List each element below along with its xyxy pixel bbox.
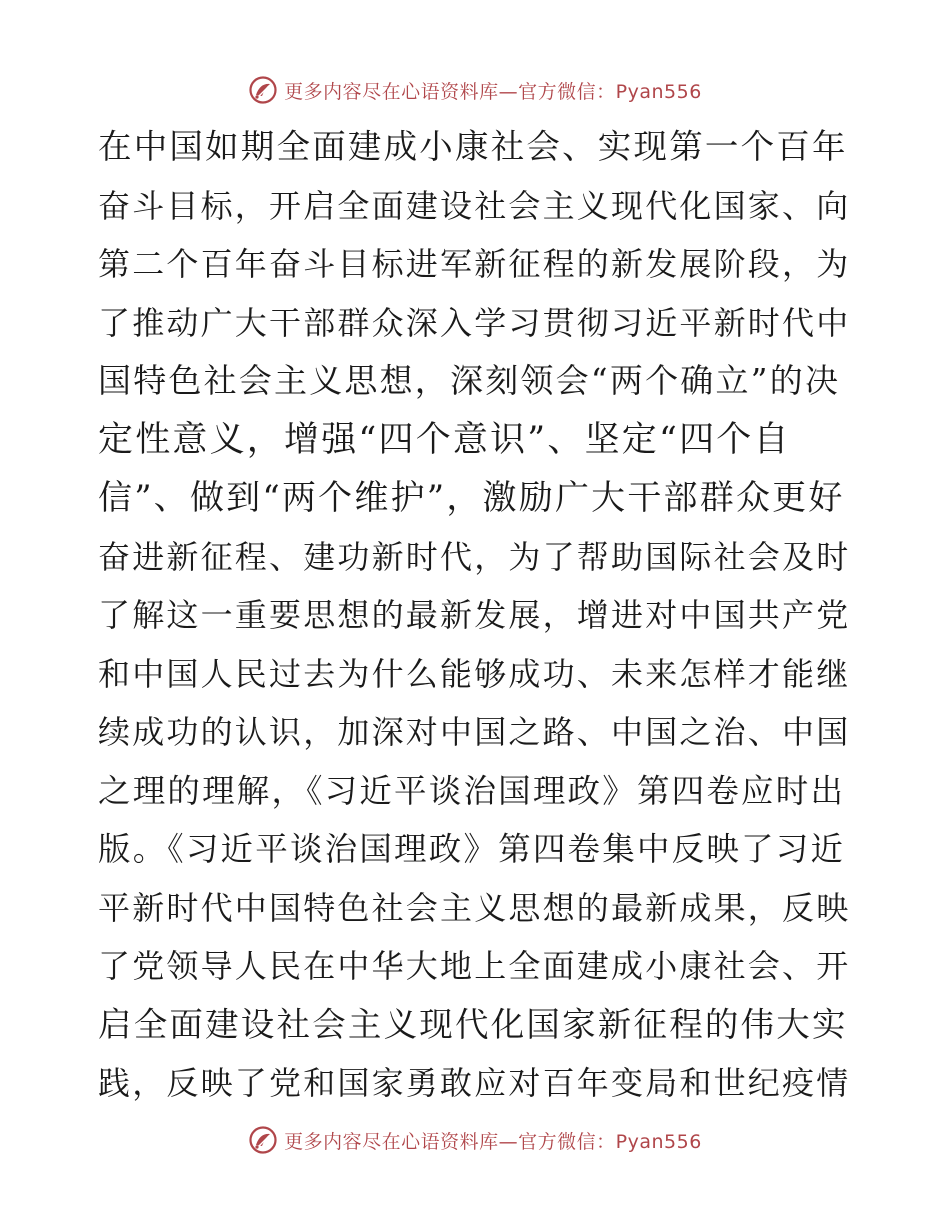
body-line-4: 了推动广大干部群众深入学习贯彻习近平新时代中 (98, 303, 851, 342)
body-line-15: 了党领导人民在中华大地上全面建成小康社会、开 (98, 947, 851, 985)
body-line-14: 平新时代中国特色社会主义思想的最新成果，反映 (98, 888, 851, 927)
body-line-9: 了解这一重要思想的最新发展，增进对中国共产党 (98, 596, 851, 634)
body-line-3: 第二个百年奋斗目标进军新征程的新发展阶段，为 (98, 245, 851, 283)
header-watermark-banner (0, 70, 950, 110)
body-line-8: 奋进新征程、建功新时代，为了帮助国际社会及时 (98, 537, 851, 576)
body-line-6: 定性意义，增强“四个意识”、坚定“四个自 (98, 419, 791, 460)
body-line-5: 国特色社会主义思想，深刻领会“两个确立”的决 (98, 361, 841, 400)
body-line-12: 之理的理解，《习近平谈治国理政》第四卷应时出 (98, 771, 846, 810)
body-line-7: 信”、做到“两个维护”，激励广大干部群众更好 (98, 478, 845, 518)
body-line-1: 在中国如期全面建成小康社会、实现第一个百年 (98, 127, 848, 166)
body-line-10: 和中国人民过去为什么能够成功、未来怎样才能继 (98, 654, 851, 693)
xinyu-logo-icon (248, 75, 278, 105)
body-line-13: 版。《习近平谈治国理政》第四卷集中反映了习近 (98, 830, 846, 868)
header-banner-text: 更多内容尽在心语资料库—官方微信：Pyan556 (284, 80, 702, 103)
xinyu-logo-icon (248, 1125, 278, 1155)
body-line-11: 续成功的认识，加深对中国之路、中国之治、中国 (98, 713, 851, 751)
document-body (98, 118, 850, 1113)
body-line-16: 启全面建设社会主义现代化国家新征程的伟大实 (98, 1004, 848, 1044)
footer-banner-text: 更多内容尽在心语资料库—官方微信：Pyan556 (284, 1130, 702, 1153)
body-line-17: 践，反映了党和国家勇敢应对百年变局和世纪疫情 (98, 1064, 851, 1102)
body-line-2: 奋斗目标，开启全面建设社会主义现代化国家、向 (98, 186, 851, 225)
footer-watermark-banner (0, 1120, 950, 1160)
